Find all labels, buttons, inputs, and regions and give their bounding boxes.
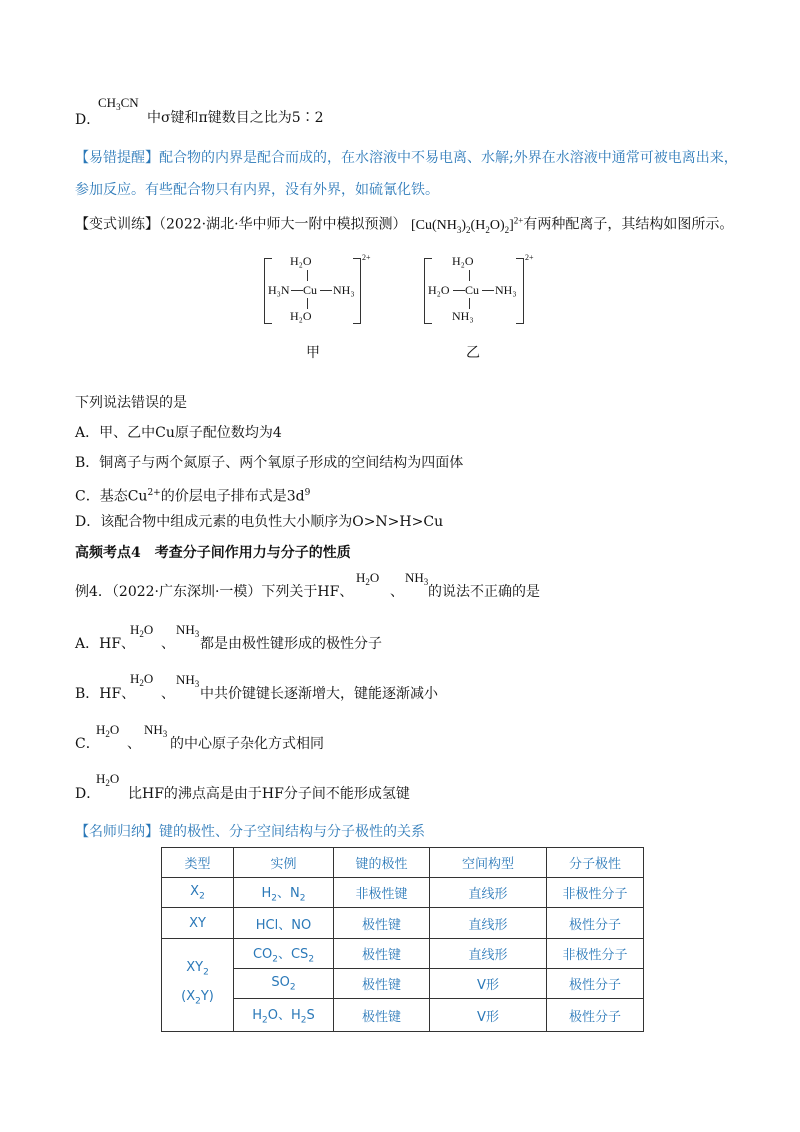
ex4-a-sep: 、 bbox=[161, 636, 175, 652]
jia-top: H₂O bbox=[290, 254, 312, 268]
yi-bottom: NH₃ bbox=[452, 309, 474, 323]
summary-label: 【名师归纳】 bbox=[75, 824, 159, 840]
variant-text: 有两种配离子，其结构如图所示。 bbox=[523, 216, 734, 233]
ex4-b-sep: 、 bbox=[161, 686, 175, 702]
table-row bbox=[162, 999, 644, 1032]
ex4-option-c-text: 的中心原子杂化方式相同 bbox=[170, 736, 324, 752]
table-cell-example: $SO_2$ bbox=[234, 969, 334, 999]
table-header: 实例 bbox=[234, 848, 334, 878]
option-d-letter: D． bbox=[75, 112, 101, 128]
ex4-a-nh3: $NH_3$ bbox=[176, 622, 200, 639]
ex4-b-h2o: $H_2O$ bbox=[130, 671, 154, 688]
table-cell-polarity: 非极性分子 bbox=[547, 939, 644, 969]
variant-option-a: A．甲、乙中Cu原子配位数均为4 bbox=[75, 425, 282, 441]
ex4-nh3: $NH_3$ bbox=[405, 570, 429, 587]
yi-label: 乙 bbox=[466, 345, 480, 361]
table-header: 空间构型 bbox=[430, 848, 547, 878]
variant-option-d: D．该配合物中组成元素的电负性大小顺序为O>N>H>Cu bbox=[75, 514, 444, 530]
table-cell-bond: 极性键 bbox=[334, 939, 430, 969]
tip-label: 【易错提醒】 bbox=[75, 150, 159, 166]
yi-left: H₂O bbox=[428, 283, 450, 297]
table-cell-polarity: 极性分子 bbox=[547, 969, 644, 999]
polarity-table bbox=[161, 847, 644, 1032]
table-cell-shape: 直线形 bbox=[430, 878, 547, 908]
summary-title: 键的极性、分子空间结构与分子极性的关系 bbox=[159, 824, 425, 840]
table-header: 键的极性 bbox=[334, 848, 430, 878]
yi-center: Cu bbox=[465, 283, 480, 297]
ex4-c-h2o: $H_2O$ bbox=[96, 722, 120, 739]
ex4-h2o: $H_2O$ bbox=[356, 570, 380, 587]
yi-right: NH₃ bbox=[495, 283, 517, 297]
ex4-sep: 、 bbox=[390, 584, 404, 600]
ex4-c-nh3: $NH_3$ bbox=[144, 722, 168, 739]
table-header: 分子极性 bbox=[547, 848, 644, 878]
formula-ch3cn: $CH_3CN$ bbox=[98, 95, 139, 112]
tip-line-1 bbox=[75, 148, 738, 168]
table-cell-example: $CO_2$、$CS_2$ bbox=[234, 939, 334, 969]
tip-text-1: 配合物的内界是配合而成的，在水溶液中不易电离、水解;外界在水溶液中通常可被电离出来， bbox=[159, 150, 738, 166]
ex4-stem-post: 的说法不正确的是 bbox=[428, 584, 540, 600]
ex4-c-sep: 、 bbox=[127, 736, 141, 752]
ex4-option-a-text: 都是由极性键形成的极性分子 bbox=[200, 636, 382, 652]
table-cell-bond: 极性键 bbox=[334, 969, 430, 999]
jia-center: Cu bbox=[303, 283, 318, 297]
table-cell-example: $H_2O$、$H_2S$ bbox=[234, 999, 334, 1032]
table-cell-shape: 直线形 bbox=[430, 908, 547, 939]
ex4-b-nh3: $NH_3$ bbox=[176, 672, 200, 689]
table-cell-type: $X_2$ bbox=[162, 878, 234, 908]
ex4-d-h2o: $H_2O$ bbox=[96, 771, 120, 788]
variant-heading bbox=[75, 210, 733, 239]
ex4-option-d: D． bbox=[75, 786, 101, 802]
variant-source: （2022·湖北·华中师大一附中模拟预测） bbox=[159, 216, 407, 233]
option-d-text: 中σ键和π键数目之比为5∶2 bbox=[147, 110, 324, 126]
table-row bbox=[162, 878, 644, 908]
table-cell-type: XY bbox=[162, 908, 234, 939]
variant-label: 【变式训练】 bbox=[75, 216, 159, 233]
table-cell-shape: 直线形 bbox=[430, 939, 547, 969]
table-cell-polarity: 极性分子 bbox=[547, 999, 644, 1032]
table-header: 类型 bbox=[162, 848, 234, 878]
ex4-option-d-text: 比HF的沸点高是由于HF分子间不能形成氢键 bbox=[128, 786, 410, 802]
yi-top: H₂O bbox=[452, 254, 474, 268]
table-cell-bond: 极性键 bbox=[334, 999, 430, 1032]
table-cell-polarity: 非极性分子 bbox=[547, 878, 644, 908]
variant-formula: $[Cu(NH_3)_2(H_2O)_2]^{2+}$ bbox=[410, 215, 524, 235]
table-row bbox=[162, 939, 644, 969]
table-cell-type: $XY_2$ $(X_2Y)$ bbox=[162, 939, 234, 1032]
table-cell-bond: 非极性键 bbox=[334, 878, 430, 908]
table-cell-example: $H_2$、$N_2$ bbox=[234, 878, 334, 908]
table-row bbox=[162, 908, 644, 939]
jia-left: H₃N bbox=[268, 283, 290, 297]
ex4-stem: 例4．（2022·广东深圳·一模）下列关于HF、 bbox=[75, 584, 354, 600]
table-cell-bond: 极性键 bbox=[334, 908, 430, 939]
table-cell-shape: V形 bbox=[430, 999, 547, 1032]
summary-heading bbox=[75, 822, 425, 842]
variant-option-b: B．铜离子与两个氮原子、两个氧原子形成的空间结构为四面体 bbox=[75, 455, 464, 471]
jia-label: 甲 bbox=[306, 345, 320, 361]
ex4-option-a: A．HF、 bbox=[75, 636, 136, 652]
variant-option-c: C．基态$Cu^{2+}$的价层电子排布式是$3d^9$ bbox=[75, 488, 311, 505]
table-cell-shape: V形 bbox=[430, 969, 547, 999]
table-header-row bbox=[162, 848, 644, 878]
ex4-option-c: C． bbox=[75, 736, 100, 752]
jia-right: NH₃ bbox=[333, 283, 355, 297]
section-title: 高频考点4 考查分子间作用力与分子的性质 bbox=[75, 545, 351, 561]
ex4-option-b-text: 中共价键键长逐渐增大，键能逐渐减小 bbox=[200, 686, 438, 702]
table-cell-polarity: 极性分子 bbox=[547, 908, 644, 939]
table-row bbox=[162, 969, 644, 999]
table-cell-example: HCl、NO bbox=[234, 908, 334, 939]
variant-stem: 下列说法错误的是 bbox=[75, 395, 187, 411]
tip-line-2: 参加反应。有些配合物只有内界，没有外界，如硫氰化铁。 bbox=[75, 182, 439, 198]
jia-bottom: H₂O bbox=[290, 309, 312, 323]
ex4-a-h2o: $H_2O$ bbox=[130, 622, 154, 639]
ex4-option-b: B．HF、 bbox=[75, 686, 136, 702]
